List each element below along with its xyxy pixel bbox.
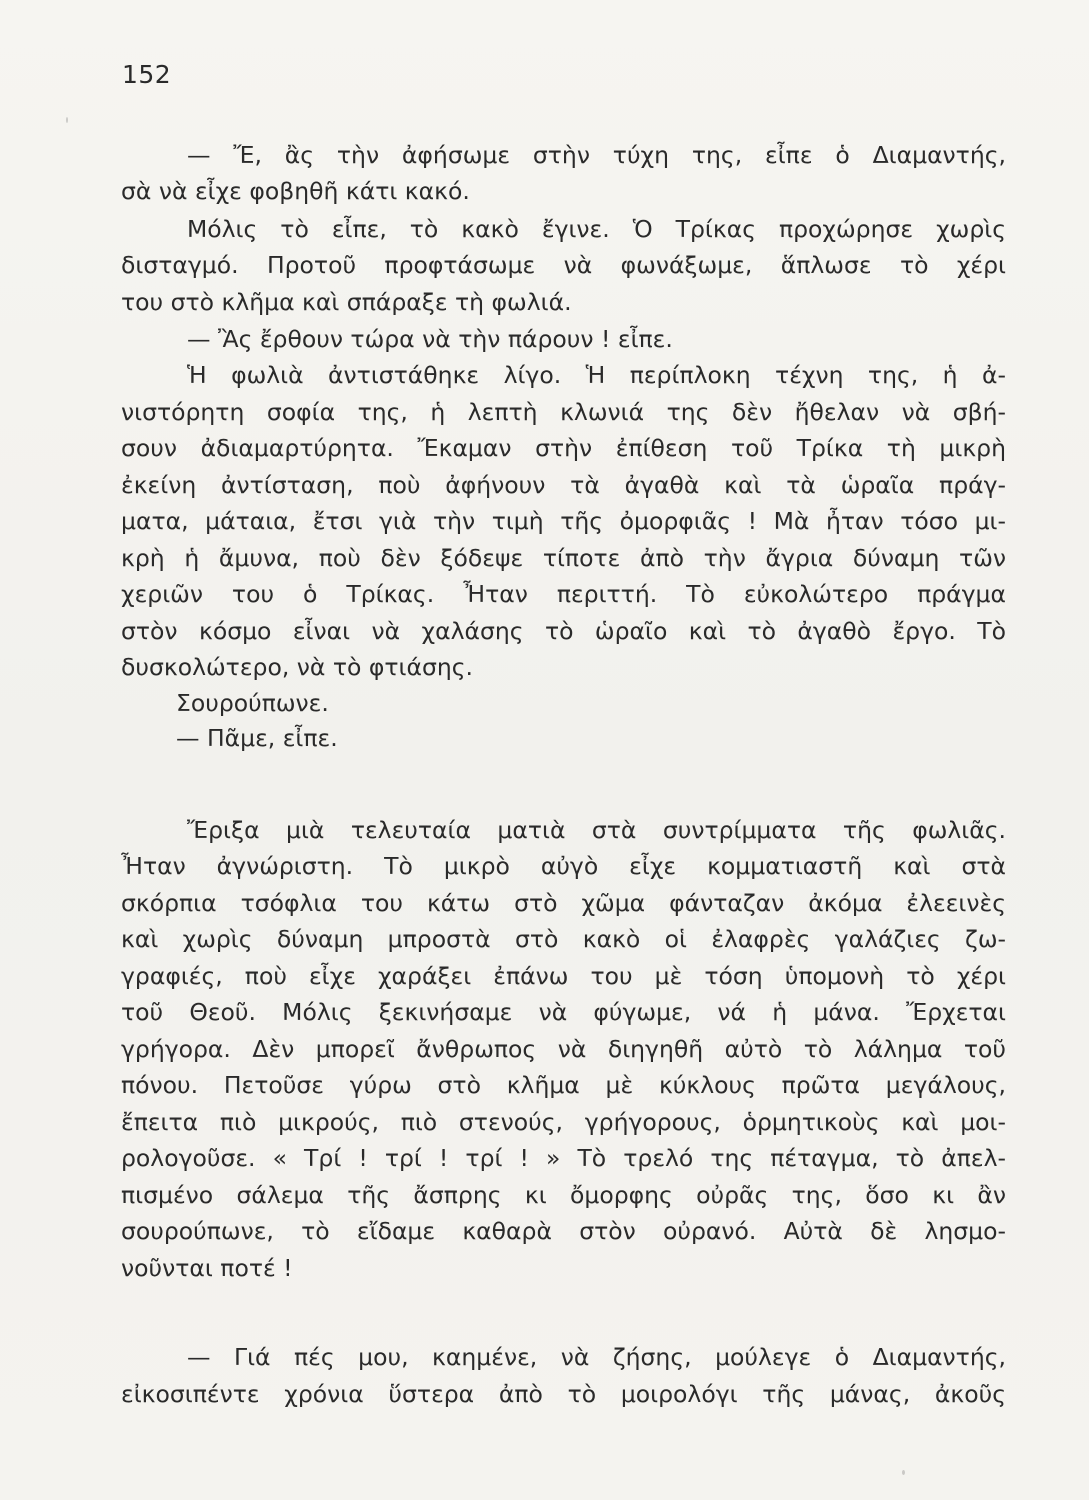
text-line: ρολογοῦσε. « Τρί ! τρί ! τρί ! » Τὸ τρελό της πέταγμα, τὸ ἀπελ- (121, 1144, 1006, 1172)
text-line: νιστόρητη σοφία της, ἡ λεπτὴ κλωνιά της δὲν ἤθελαν νὰ σβή- (121, 398, 1006, 426)
text-line: πόνου. Πετοῦσε γύρω στὸ κλῆμα μὲ κύκλους πρῶτα μεγάλους, (121, 1071, 1006, 1099)
text-line: σὰ νὰ εἶχε φοβηθῆ κάτι κακό. (121, 177, 470, 205)
page-number: 152 (122, 60, 172, 89)
text-line: νοῦνται ποτέ ! (121, 1254, 293, 1282)
text-line: ἐκείνη ἀντίσταση, ποὺ ἀφήνουν τὰ ἀγαθὰ καὶ τὰ ὡραῖα πράγ- (121, 471, 1006, 499)
text-line: στὸν κόσμο εἶναι νὰ χαλάσης τὸ ὡραῖο καὶ τὸ ἀγαθὸ ἔργο. Τὸ (121, 617, 1006, 645)
text-line: — Ἂς ἔρθουν τώρα νὰ τὴν πάρουν ! εἶπε. (187, 325, 673, 353)
text-line: Ἔριξα μιὰ τελευταία ματιὰ στὰ συντρίμματα τῆς φωλιᾶς. (187, 816, 1006, 844)
text-line: εἰκοσιπέντε χρόνια ὕστερα ἀπὸ τὸ μοιρολόγι τῆς μάνας, ἀκοῦς (121, 1380, 1006, 1408)
text-line: του στὸ κλῆμα καὶ σπάραξε τὴ φωλιά. (121, 288, 572, 316)
text-line: κρὴ ἡ ἄμυνα, ποὺ δὲν ξόδεψε τίποτε ἀπὸ τὴν ἄγρια δύναμη τῶν (121, 544, 1006, 572)
text-line: τοῦ Θεοῦ. Μόλις ξεκινήσαμε νὰ φύγωμε, νά ἡ μάνα. Ἔρχεται (121, 998, 1006, 1026)
paper-speck (66, 117, 68, 123)
paper-speck (902, 1470, 905, 1475)
text-line: σουν ἀδιαμαρτύρητα. Ἔκαμαν στὴν ἐπίθεση τοῦ Τρίκα τὴ μικρὴ (121, 434, 1006, 462)
text-line: δισταγμό. Προτοῦ προφτάσωμε νὰ φωνάξωμε, ἅπλωσε τὸ χέρι (121, 251, 1006, 279)
text-line: δυσκολώτερο, νὰ τὸ φτιάσης. (121, 653, 473, 681)
text-line: καὶ χωρὶς δύναμη μπροστὰ στὸ κακὸ οἱ ἐλαφρὲς γαλάζιες ζω- (121, 925, 1006, 953)
text-line: πισμένο σάλεμα τῆς ἄσπρης κι ὄμορφης οὐρᾶς της, ὅσο κι ἂν (121, 1181, 1006, 1209)
text-line: Μόλις τὸ εἶπε, τὸ κακὸ ἔγινε. Ὁ Τρίκας προχώρησε χωρὶς (187, 215, 1006, 243)
text-line: Ἡ φωλιὰ ἀντιστάθηκε λίγο. Ἡ περίπλοκη τέχνη της, ἡ ἀ- (187, 361, 1006, 389)
text-line: — Γιά πές μου, καημένε, νὰ ζήσης, μούλεγε ὁ Διαμαντής, (187, 1343, 1006, 1371)
text-line: — Ἔ, ἂς τὴν ἀφήσωμε στὴν τύχη της, εἶπε ὁ Διαμαντής, (187, 141, 1006, 169)
text-line: Ἦταν ἀγνώριστη. Τὸ μικρὸ αὐγὸ εἶχε κομματιαστῆ καὶ στὰ (121, 852, 1006, 880)
text-line: γραφιές, ποὺ εἶχε χαράξει ἐπάνω του μὲ τόση ὑπομονὴ τὸ χέρι (121, 962, 1006, 990)
text-line: γρήγορα. Δὲν μπορεῖ ἄνθρωπος νὰ διηγηθῆ αὐτὸ τὸ λάλημα τοῦ (121, 1035, 1006, 1063)
text-line: Σουρούπωνε. (176, 689, 329, 717)
text-line: σκόρπια τσόφλια του κάτω στὸ χῶμα φάνταζαν ἀκόμα ἐλεεινὲς (121, 889, 1006, 917)
text-line: χεριῶν του ὁ Τρίκας. Ἦταν περιττή. Τὸ εὐκολώτερο πράγμα (121, 580, 1006, 608)
text-line: ἔπειτα πιὸ μικρούς, πιὸ στενούς, γρήγορους, ὁρμητικοὺς καὶ μοι- (121, 1108, 1006, 1136)
text-line: ματα, μάταια, ἔτσι γιὰ τὴν τιμὴ τῆς ὀμορφιᾶς ! Μὰ ἦταν τόσο μι- (121, 507, 1006, 535)
text-line: — Πᾶμε, εἶπε. (176, 724, 338, 752)
text-line: σουρούπωνε, τὸ εἴδαμε καθαρὰ στὸν οὐρανό. Αὐτὰ δὲ λησμο- (121, 1217, 1006, 1245)
